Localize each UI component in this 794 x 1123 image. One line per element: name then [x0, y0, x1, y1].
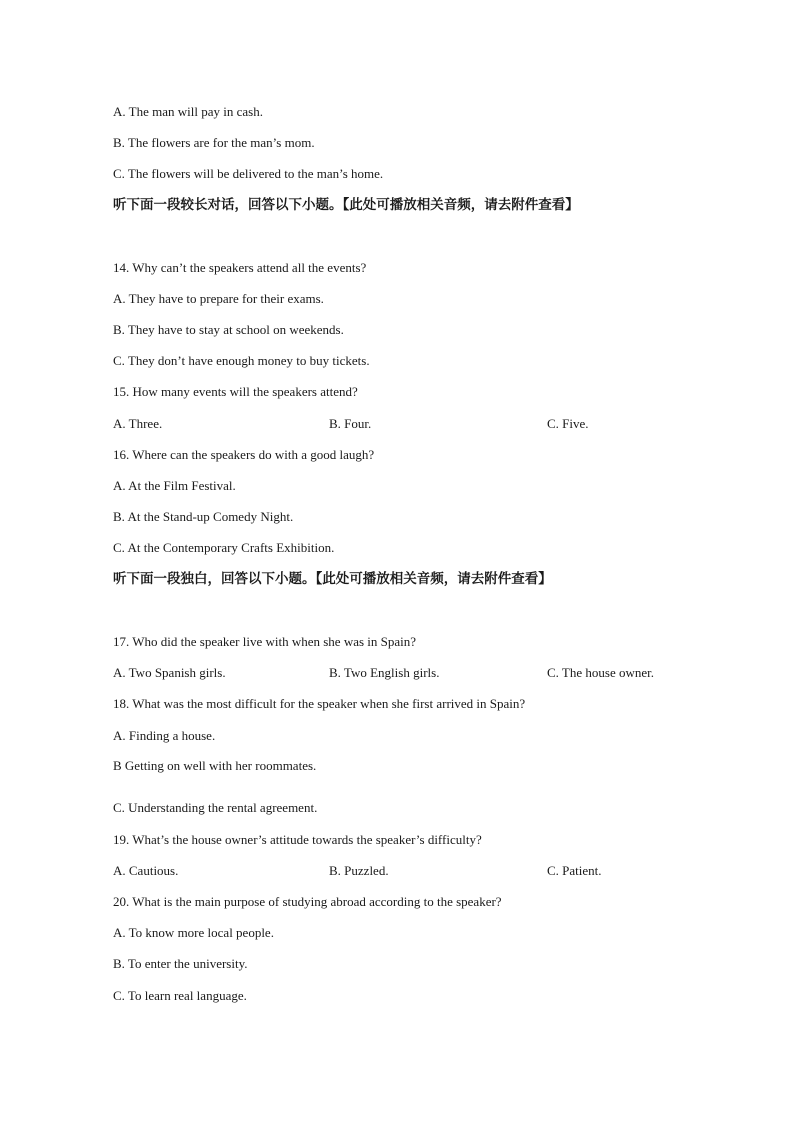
q20-option-a: A. To know more local people. [113, 925, 274, 940]
instruction-dialogue: 听下面一段较长对话，回答以下小题。【此处可播放相关音频，请去附件查看】 [113, 197, 579, 213]
q16-option-c: C. At the Contemporary Crafts Exhibition. [113, 540, 335, 555]
q15-question: 15. How many events will the speakers attend? [113, 384, 358, 399]
q13-option-c: C. The flowers will be delivered to the man’s home. [113, 166, 384, 181]
q20-option-b: B. To enter the university. [113, 956, 248, 971]
q16-option-a: A. At the Film Festival. [113, 478, 236, 493]
q18-option-c: C. Understanding the rental agreement. [113, 800, 318, 815]
q17-question: 17. Who did the speaker live with when she was in Spain? [113, 634, 417, 649]
q18-option-b: B Getting on well with her roommates. [113, 758, 317, 773]
q14-question: 14. Why can’t the speakers attend all the events? [113, 260, 367, 275]
instruction-monologue: 听下面一段独白，回答以下小题。【此处可播放相关音频，请去附件查看】 [113, 571, 552, 587]
q20-question: 20. What is the main purpose of studying abroad according to the speaker? [113, 894, 502, 909]
q18-question: 18. What was the most difficult for the speaker when she first arrived in Spain? [113, 696, 526, 711]
q13-option-b: B. The flowers are for the man’s mom. [113, 135, 315, 150]
q19-option-c: C. Patient. [547, 863, 602, 878]
q14-option-a: A. They have to prepare for their exams. [113, 291, 324, 306]
q16-option-b: B. At the Stand-up Comedy Night. [113, 509, 294, 524]
q19-option-a: A. Cautious. [113, 863, 179, 878]
q13-option-a: A. The man will pay in cash. [113, 104, 263, 119]
q15-option-a: A. Three. [113, 416, 163, 431]
q15-option-b: B. Four. [329, 416, 372, 431]
q16-question: 16. Where can the speakers do with a good laugh? [113, 447, 375, 462]
q18-option-a: A. Finding a house. [113, 728, 216, 743]
q19-option-b: B. Puzzled. [329, 863, 389, 878]
q17-option-b: B. Two English girls. [329, 665, 440, 680]
q20-option-c: C. To learn real language. [113, 988, 247, 1003]
q14-option-c: C. They don’t have enough money to buy tickets. [113, 353, 370, 368]
q15-option-c: C. Five. [547, 416, 589, 431]
q19-question: 19. What’s the house owner’s attitude towards the speaker’s difficulty? [113, 832, 482, 847]
q17-option-c: C. The house owner. [547, 665, 654, 680]
q14-option-b: B. They have to stay at school on weekends. [113, 322, 344, 337]
q17-option-a: A. Two Spanish girls. [113, 665, 226, 680]
